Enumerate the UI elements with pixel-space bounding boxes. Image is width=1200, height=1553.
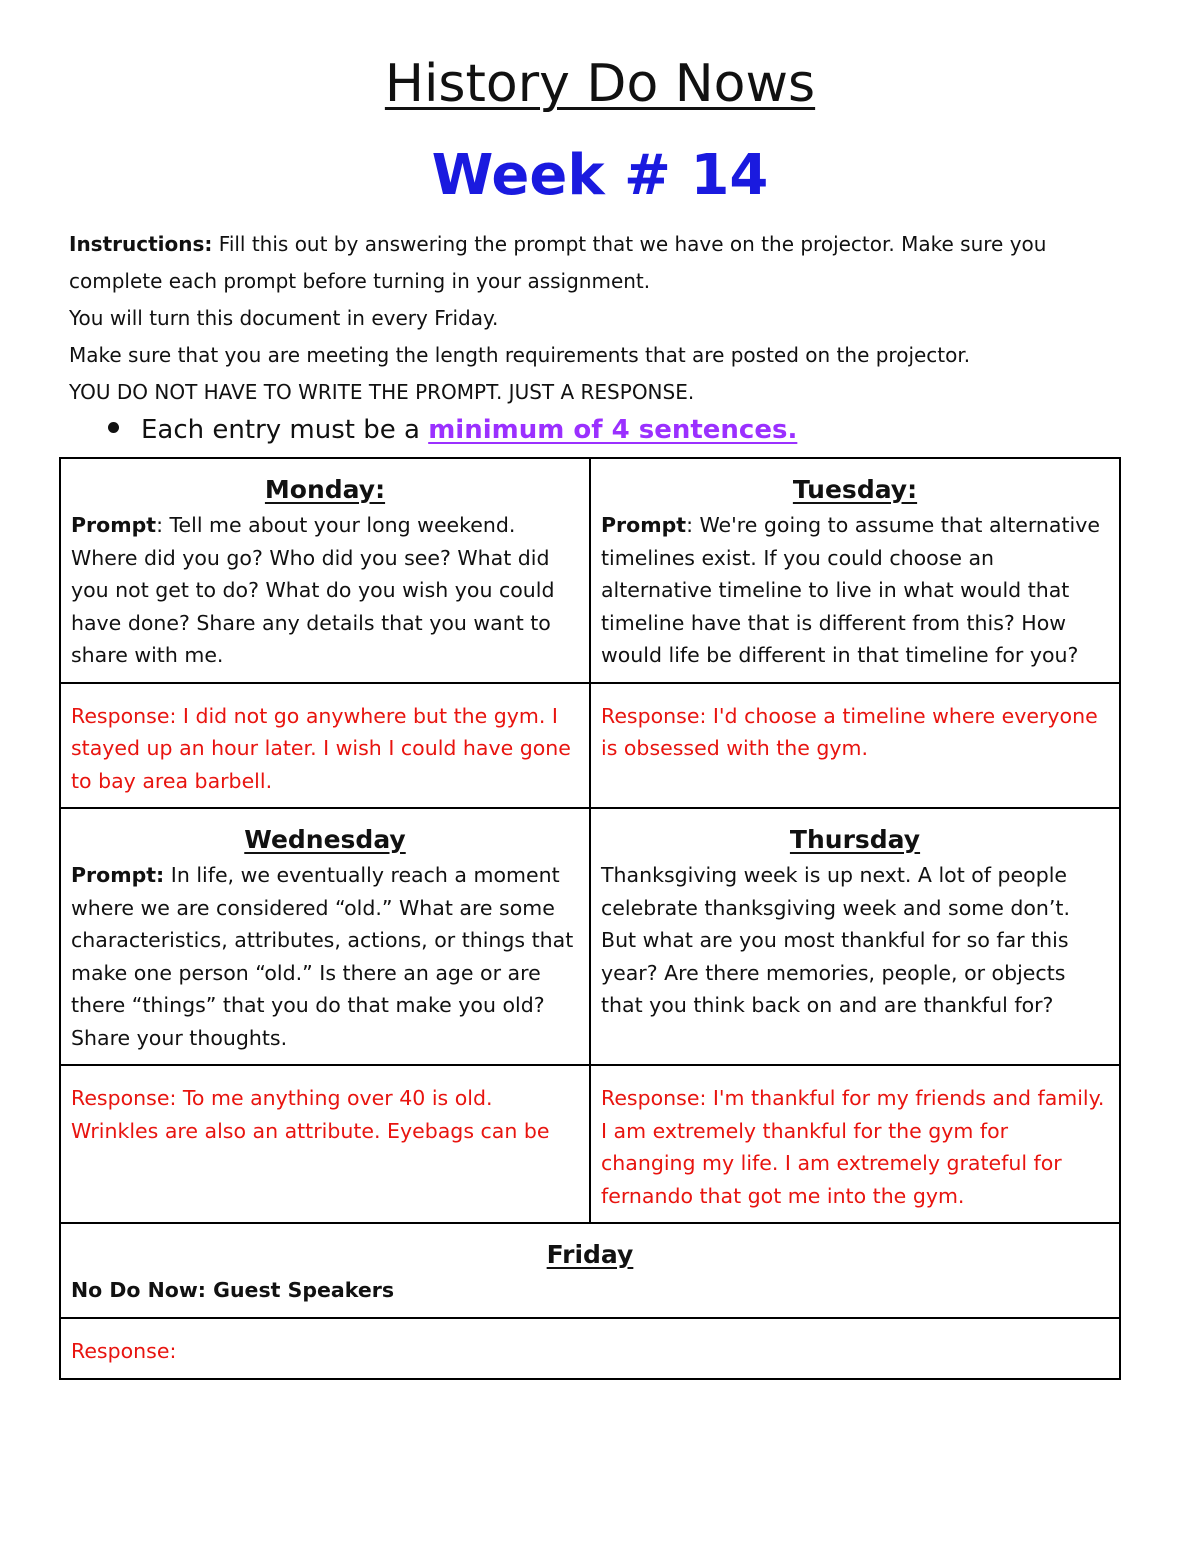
instructions-line-2: You will turn this document in every Friday. [69,306,499,330]
friday-heading: Friday [546,1240,634,1269]
thursday-prompt: Thanksgiving week is up next. A lot of people celebrate thanksgiving week and some don’t. But what are you most thankful for so far this year? Are there memories, people, or objects that you think back on and are thankful for? [601,863,1070,1017]
minimum-sentences-highlight: minimum of 4 sentences. [428,415,798,445]
friday-note: No Do Now: Guest Speakers [71,1278,395,1302]
tuesday-prompt-cell [590,458,1120,683]
instructions-line-4: YOU DO NOT HAVE TO WRITE THE PROMPT. JUST A RESPONSE. [69,380,695,404]
thursday-heading: Thursday [789,825,921,854]
wednesday-prompt: Prompt: In life, we eventually reach a moment where we are considered “old.” What are some characteristics, attributes, actions, or things that make one person “old.” Is there an age or are there “things” that you do that make you old? Share your thoughts. [71,863,574,1050]
thursday-prompt-cell [590,808,1120,1065]
monday-heading: Monday: [264,475,386,504]
requirement-bullet: Each entry must be a minimum of 4 sentences. [108,412,797,448]
friday-prompt-cell [60,1223,1120,1318]
thursday-response[interactable]: Response: I'm thankful for my friends and family. I am extremely thankful for the gym for changing my life. I am extremely grateful for fernando that got me into the gym. [590,1065,1120,1223]
week-number: Week # 14 [431,143,769,208]
monday-prompt-cell [60,458,590,683]
instructions-line-1: Instructions: Fill this out by answering the prompt that we have on the projector. Make sure you complete each prompt before turning in your assignment. [69,232,1047,293]
tuesday-response[interactable]: Response: I'd choose a timeline where everyone is obsessed with the gym. [590,683,1120,809]
tuesday-heading: Tuesday: [792,475,918,504]
instructions-line-3: Make sure that you are meeting the length requirements that are posted on the projector. [69,343,971,367]
instructions-label: Instructions: [69,232,213,256]
do-now-table [59,457,1121,1380]
wednesday-heading: Wednesday [244,825,406,854]
monday-prompt: Prompt: Tell me about your long weekend. Where did you go? Who did you see? What did you not get to do? What do you wish you could have done? Share any details that you want to share with me. [71,513,555,667]
instructions [69,226,1129,411]
wednesday-response[interactable]: Response: To me anything over 40 is old. Wrinkles are also an attribute. Eyebags can be [60,1065,590,1223]
wednesday-prompt-cell [60,808,590,1065]
monday-response[interactable]: Response: I did not go anywhere but the gym. I stayed up an hour later. I wish I could have gone to bay area barbell. [60,683,590,809]
friday-response[interactable]: Response: [60,1318,1120,1379]
tuesday-prompt: Prompt: We're going to assume that alternative timelines exist. If you could choose an alternative timeline to live in what would that timeline have that is different from this? How would life be different in that timeline for you? [601,513,1100,667]
bullet-dot-icon [108,422,119,433]
page-title: History Do Nows [384,54,816,114]
